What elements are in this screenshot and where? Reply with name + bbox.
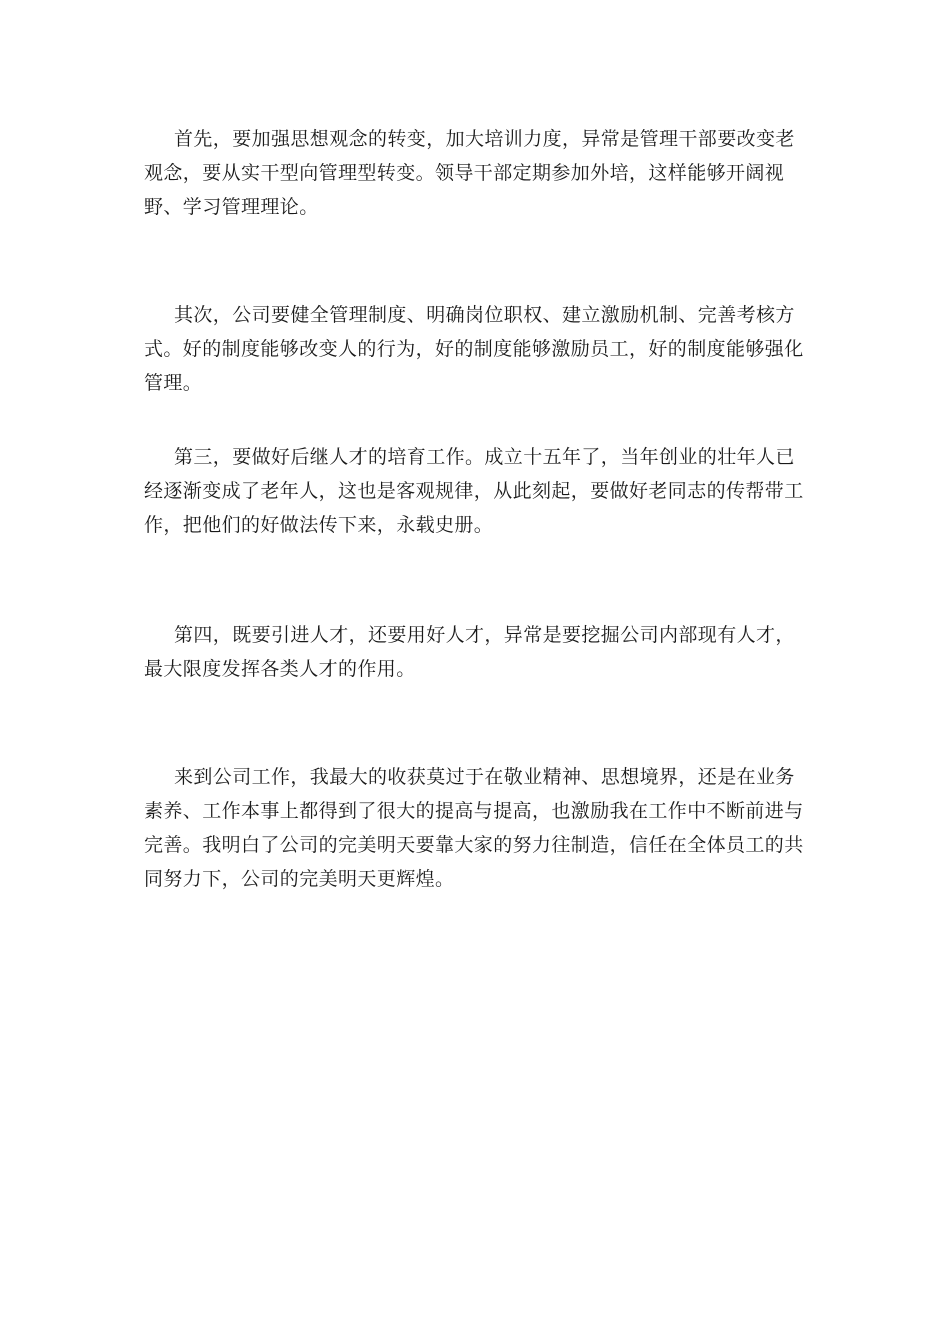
paragraph-training: 首先，要加强思想观念的转变，加大培训力度，异常是管理干部要改变老观念，要从实干型向管理型转变。领导干部定期参加外培，这样能够开阔视野、学习管理理论。 [144, 128, 795, 218]
paragraph-successor-talent: 第三，要做好后继人才的培育工作。成立十五年了，当年创业的壮年人已经逐渐变成了老年人，这也是客观规律，从此刻起，要做好老同志的传帮带工作，把他们的好做法传下来，永载史册。 [144, 446, 804, 536]
paragraph-management-system: 其次，公司要健全管理制度、明确岗位职权、建立激励机制、完善考核方式。好的制度能够改变人的行为，好的制度能够激励员工，好的制度能够强化管理。 [144, 304, 804, 394]
paragraph-conclusion: 来到公司工作，我最大的收获莫过于在敬业精神、思想境界，还是在业务素养、工作本事上都得到了很大的提高与提高，也激励我在工作中不断前进与完善。我明白了公司的完美明天要靠大家的努力往制造，信任在全体员工的共同努力下，公司的完美明天更辉煌。 [144, 766, 804, 890]
paragraph-use-talent: 第四，既要引进人才，还要用好人才，异常是要挖掘公司内部现有人才，最大限度发挥各类人才的作用。 [144, 624, 795, 680]
